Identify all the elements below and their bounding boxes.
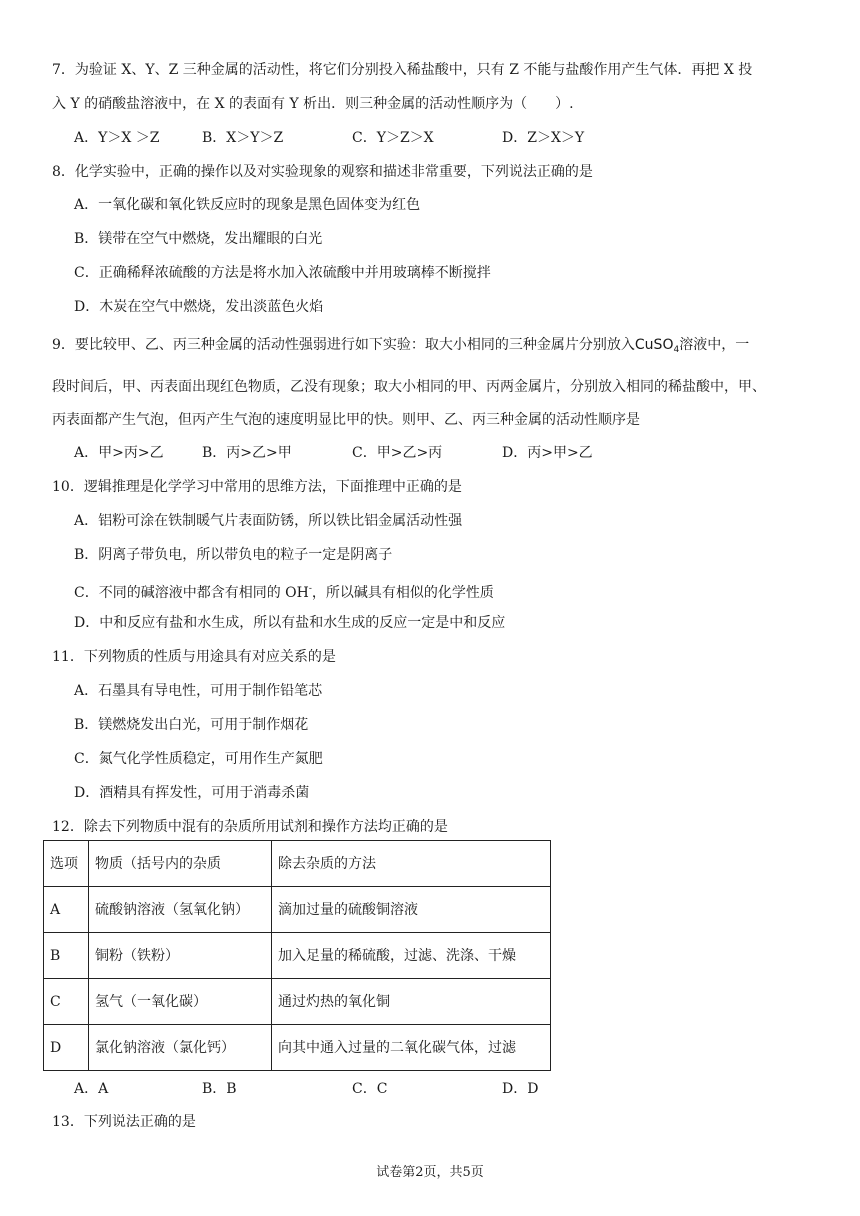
q10-option-d[interactable]: D．中和反应有盐和水生成，所以有盐和水生成的反应一定是中和反应 [74, 615, 506, 631]
q12-stem: 12．除去下列物质中混有的杂质所用试剂和操作方法均正确的是 [52, 819, 448, 835]
q9-option-a[interactable]: A．甲>丙>乙 [74, 445, 164, 461]
q12-option-a[interactable]: A．A [74, 1081, 109, 1097]
q7-option-c[interactable]: C．Y＞Z＞X [352, 130, 434, 146]
page-footer: 试卷第2页，共5页 [376, 1165, 484, 1180]
table-row [44, 887, 551, 933]
table-row [44, 933, 551, 979]
q12-option-b[interactable]: B．B [202, 1081, 237, 1097]
q9-option-c[interactable]: C．甲>乙>丙 [352, 445, 443, 461]
table-header-cell: 除去杂质的方法 [272, 841, 551, 887]
table-cell: 氢气（一氧化碳） [89, 979, 272, 1025]
table-cell: 滴加过量的硫酸铜溶液 [272, 887, 551, 933]
q12-option-c[interactable]: C．C [352, 1081, 388, 1097]
q9-stem-line1a: 9．要比较甲、乙、丙三种金属的活动性强弱进行如下实验：取大小相同的三种金属片分别放入 [52, 337, 635, 353]
table-cell: 铜粉（铁粉） [89, 933, 272, 979]
q11-option-b[interactable]: B．镁燃烧发出白光，可用于制作烟花 [74, 717, 309, 733]
q10-option-b[interactable]: B．阴离子带负电，所以带负电的粒子一定是阴离子 [74, 547, 393, 563]
q9-stem-line1 [52, 335, 749, 360]
cuso4-formula-sub: 4 [673, 345, 680, 355]
table-header-row [44, 841, 551, 887]
q12-option-d[interactable]: D．D [502, 1081, 539, 1097]
q9-option-b[interactable]: B．丙>乙>甲 [202, 445, 292, 461]
q10-option-c-text-b: ，所以碱具有相似的化学性质 [311, 585, 494, 601]
table-row [44, 1025, 551, 1071]
table-cell: A [44, 887, 89, 933]
q8-option-b[interactable]: B．镁带在空气中燃烧，发出耀眼的白光 [74, 231, 323, 247]
cuso4-formula-main: CuSO [634, 337, 674, 353]
q11-stem: 11．下列物质的性质与用途具有对应关系的是 [52, 649, 336, 665]
table-header-cell: 选项 [44, 841, 89, 887]
table-cell: 硫酸钠溶液（氢氧化钠） [89, 887, 272, 933]
table-cell: C [44, 979, 89, 1025]
table-cell: 向其中通入过量的二氧化碳气体，过滤 [272, 1025, 551, 1071]
q9-stem-line1b: 溶液中，一 [679, 337, 750, 353]
q13-stem: 13．下列说法正确的是 [52, 1114, 196, 1130]
q11-option-c[interactable]: C．氮气化学性质稳定，可用作生产氮肥 [74, 751, 323, 767]
table-header-cell: 物质（括号内的杂质 [89, 841, 272, 887]
q12-table [43, 840, 551, 1071]
q8-option-a[interactable]: A．一氧化碳和氧化铁反应时的现象是黑色固体变为红色 [74, 197, 421, 213]
q10-option-c[interactable] [74, 579, 494, 603]
table-cell: 氯化钠溶液（氯化钙） [89, 1025, 272, 1071]
table-cell: D [44, 1025, 89, 1071]
q9-stem-line2: 段时间后，甲、丙表面出现红色物质，乙没有现象；取大小相同的甲、丙两金属片，分别放入相同的稀盐酸中，甲、 [52, 379, 766, 395]
q10-option-c-superscript: - [308, 584, 312, 594]
q10-stem: 10．逻辑推理是化学学习中常用的思维方法，下面推理中正确的是 [52, 479, 462, 495]
q8-option-c[interactable]: C．正确稀释浓硫酸的方法是将水加入浓硫酸中并用玻璃棒不断搅拌 [74, 265, 491, 281]
q7-option-a[interactable]: A．Y＞X ＞Z [74, 130, 160, 146]
table-cell: 加入足量的稀硫酸，过滤、洗涤、干燥 [272, 933, 551, 979]
q10-option-c-text-a: C．不同的碱溶液中都含有相同的 OH [74, 585, 309, 601]
q11-option-a[interactable]: A．石墨具有导电性，可用于制作铅笔芯 [74, 683, 323, 699]
table-row [44, 979, 551, 1025]
q7-option-b[interactable]: B．X＞Y＞Z [202, 130, 284, 146]
q9-stem-line3: 丙表面都产生气泡，但丙产生气泡的速度明显比甲的快。则甲、乙、丙三种金属的活动性顺序是 [52, 412, 640, 428]
cuso4-formula [635, 337, 679, 353]
q8-stem: 8．化学实验中，正确的操作以及对实验现象的观察和描述非常重要，下列说法正确的是 [52, 164, 593, 180]
q8-option-d[interactable]: D．木炭在空气中燃烧，发出淡蓝色火焰 [74, 299, 324, 315]
q11-option-d[interactable]: D．酒精具有挥发性，可用于消毒杀菌 [74, 785, 310, 801]
q10-option-a[interactable]: A．铝粉可涂在铁制暖气片表面防锈，所以铁比铝金属活动性强 [74, 513, 463, 529]
table-cell: B [44, 933, 89, 979]
q9-option-d[interactable]: D．丙>甲>乙 [502, 445, 593, 461]
q7-stem-line2: 入 Y 的硝酸盐溶液中，在 X 的表面有 Y 析出．则三种金属的活动性顺序为（ ）. [52, 96, 574, 112]
q7-stem-line1: 7．为验证 X、Y、Z 三种金属的活动性，将它们分别投入稀盐酸中，只有 Z 不能与盐酸作用产生气体．再把 X 投 [52, 62, 753, 78]
table-cell: 通过灼热的氧化铜 [272, 979, 551, 1025]
q7-option-d[interactable]: D．Z＞X＞Y [502, 130, 585, 146]
